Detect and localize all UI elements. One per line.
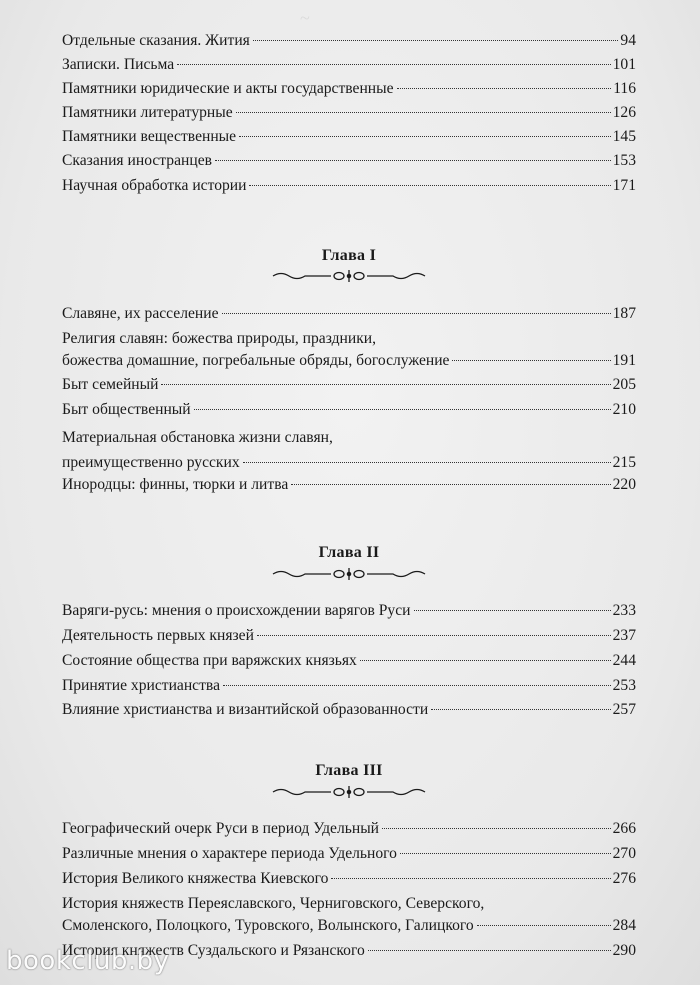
leader-dots xyxy=(215,160,611,161)
toc-entry-title-line1: Религия славян: божества природы, праздники, xyxy=(62,330,377,347)
toc-entry-page: 233 xyxy=(612,602,636,619)
toc-entry-title: Записки. Письма xyxy=(62,56,175,73)
leader-dots xyxy=(243,462,611,463)
leader-dots xyxy=(477,925,611,926)
toc-entry-page: 101 xyxy=(612,56,636,73)
toc-entry xyxy=(62,30,636,52)
leader-dots xyxy=(223,685,611,686)
leader-dots xyxy=(161,384,610,385)
toc-entry-page: 244 xyxy=(612,652,636,669)
toc-entry xyxy=(62,150,636,172)
leader-dots xyxy=(368,950,611,951)
toc-entry-page: 116 xyxy=(613,80,636,97)
leader-dots xyxy=(257,635,611,636)
toc-entry-page: 266 xyxy=(612,820,636,837)
chapter-heading: Глава II xyxy=(318,544,380,561)
ornament-divider-icon xyxy=(269,268,429,284)
leader-dots xyxy=(177,64,610,65)
toc-entry-title: Смоленского, Полоцкого, Туровского, Волынского, Галицкого xyxy=(62,917,474,934)
toc-entry-title: Быт семейный xyxy=(62,376,159,393)
toc-entry-title: Различные мнения о характере периода Удельного xyxy=(62,845,397,862)
toc-entry-title: Памятники юридические и акты государственные xyxy=(62,80,394,97)
toc-entry-title: История княжеств Суздальского и Рязанского xyxy=(62,942,365,959)
toc-entry-page: 171 xyxy=(612,177,636,194)
leader-dots xyxy=(397,88,612,89)
toc-entry-title: Состояние общества при варяжских князьях xyxy=(62,652,357,669)
toc-entry xyxy=(62,818,636,840)
chapter-heading: Глава I xyxy=(321,247,377,264)
toc-entry-title: Славяне, их расселение xyxy=(62,305,219,322)
toc-entry-page: 220 xyxy=(612,476,636,493)
toc-entry xyxy=(62,328,636,372)
toc-entry-page: 290 xyxy=(612,942,636,959)
leader-dots xyxy=(331,878,610,879)
toc-entry-page: 153 xyxy=(612,152,636,169)
toc-entry-title-line1: Материальная обстановка жизни славян, xyxy=(62,429,333,446)
toc-entry-title-line1: История княжеств Переяславского, Черниговского, Северского, xyxy=(62,895,485,912)
toc-entry-title: Географический очерк Руси в период Удельный xyxy=(62,820,380,837)
leader-dots xyxy=(431,709,610,710)
toc-entry-title: Инородцы: финны, тюрки и литва xyxy=(62,476,289,493)
toc-entry xyxy=(62,474,636,496)
toc-entry xyxy=(62,175,636,197)
toc-entry-page: 237 xyxy=(612,627,636,644)
leader-dots xyxy=(239,136,611,137)
chapter-heading: Глава III xyxy=(315,762,383,779)
toc-entry xyxy=(62,868,636,890)
leader-dots xyxy=(382,828,611,829)
leader-dots xyxy=(414,610,611,611)
toc-entry xyxy=(62,399,636,421)
leader-dots xyxy=(249,185,610,186)
bleed-through-text: ~ xyxy=(300,8,310,28)
toc-entry xyxy=(62,625,636,647)
toc-entry-page: 276 xyxy=(612,870,636,887)
toc-entry-page: 187 xyxy=(612,305,636,322)
toc-entry-page: 253 xyxy=(612,677,636,694)
toc-entry xyxy=(62,54,636,76)
ornament-divider-icon xyxy=(269,566,429,582)
toc-entry-title: Научная обработка истории xyxy=(62,177,247,194)
toc-entry-page: 215 xyxy=(612,454,636,471)
toc-entry-title: Влияние христианства и византийской образованности xyxy=(62,701,429,718)
toc-entry xyxy=(62,303,636,325)
leader-dots xyxy=(291,484,610,485)
leader-dots xyxy=(222,313,611,314)
ornament-divider-icon xyxy=(269,784,429,800)
toc-entry xyxy=(62,126,636,148)
toc-entry-title: История Великого княжества Киевского xyxy=(62,870,329,887)
toc-entry xyxy=(62,675,636,697)
toc-entry xyxy=(62,102,636,124)
toc-entry-page: 284 xyxy=(612,917,636,934)
leader-dots xyxy=(400,853,611,854)
toc-entry xyxy=(62,650,636,672)
toc-entry-title: Варяги-русь: мнения о происхождении варягов Руси xyxy=(62,602,411,619)
toc-entry-page: 126 xyxy=(612,104,636,121)
toc-entry-page: 191 xyxy=(612,352,636,369)
toc-entry-page: 210 xyxy=(612,401,636,418)
toc-entry-page: 257 xyxy=(612,701,636,718)
toc-entry-title: Деятельность первых князей xyxy=(62,627,254,644)
site-watermark: bookclub.by xyxy=(6,946,170,976)
toc-entry xyxy=(62,600,636,622)
toc-entry xyxy=(62,699,636,721)
toc-entry-title: Памятники вещественные xyxy=(62,128,237,145)
toc-entry xyxy=(62,374,636,396)
toc-entry xyxy=(62,425,636,475)
toc-entry xyxy=(62,78,636,100)
leader-dots xyxy=(194,409,611,410)
toc-entry-title: Принятие христианства xyxy=(62,677,221,694)
toc-entry-page: 94 xyxy=(620,32,636,49)
toc-entry-title: преимущественно русских xyxy=(62,454,240,471)
leader-dots xyxy=(360,660,611,661)
toc-entry xyxy=(62,893,636,937)
toc-entry-title: Сказания иностранцев xyxy=(62,152,212,169)
toc-entry-page: 145 xyxy=(612,128,636,145)
leader-dots xyxy=(253,40,619,41)
toc-entry-title: божества домашние, погребальные обряды, богослужение xyxy=(62,352,450,369)
toc-entry-page: 270 xyxy=(612,845,636,862)
toc-entry-page: 205 xyxy=(612,376,636,393)
toc-entry-title: Памятники литературные xyxy=(62,104,233,121)
toc-entry-title: Отдельные сказания. Жития xyxy=(62,32,250,49)
leader-dots xyxy=(452,360,610,361)
toc-entry xyxy=(62,843,636,865)
leader-dots xyxy=(236,112,611,113)
toc-entry-title: Быт общественный xyxy=(62,401,191,418)
